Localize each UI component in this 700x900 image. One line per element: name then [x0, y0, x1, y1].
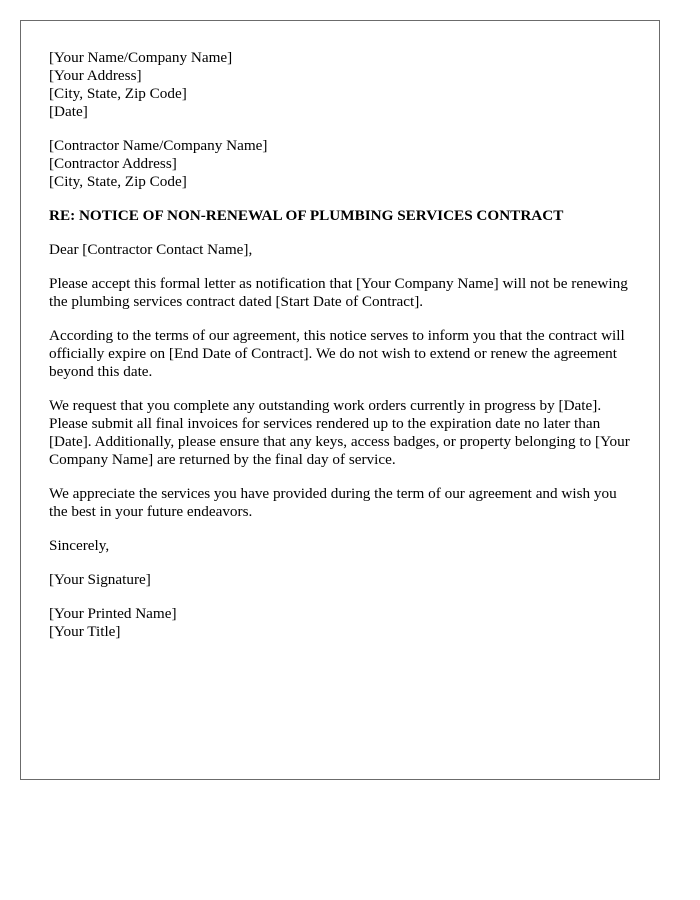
body-paragraph: We request that you complete any outstanding work orders currently in progress by [Date]. Please submit all final invoices for services rendered up to the expiration date no later than [Date]. Additionally, please ensure that any keys, access badges, or property belonging to [Your Company Name] are returned by the final day of service.: [49, 397, 630, 468]
letter-content: [49, 49, 639, 657]
letter-date: [Date]: [49, 103, 88, 120]
signer-title: [Your Title]: [49, 623, 121, 640]
closing: Sincerely,: [49, 537, 110, 554]
signature: [Your Signature]: [49, 571, 151, 588]
subject-line: RE: NOTICE OF NON-RENEWAL OF PLUMBING SERVICES CONTRACT: [49, 207, 564, 224]
sender-address: [Your Address]: [49, 67, 142, 84]
recipient-name: [Contractor Name/Company Name]: [49, 137, 268, 154]
printed-name: [Your Printed Name]: [49, 605, 177, 622]
recipient-address: [Contractor Address]: [49, 155, 177, 172]
sender-city: [City, State, Zip Code]: [49, 85, 187, 102]
letter-page: [20, 20, 660, 780]
body-paragraph: We appreciate the services you have provided during the term of our agreement and wish you the best in your future endeavors.: [49, 485, 617, 520]
recipient-block: [49, 137, 639, 191]
recipient-city: [City, State, Zip Code]: [49, 173, 187, 190]
signer-block: [49, 605, 639, 641]
sender-block: [49, 49, 639, 121]
sender-name: [Your Name/Company Name]: [49, 49, 233, 66]
body-paragraph: According to the terms of our agreement, this notice serves to inform you that the contract will officially expire on [End Date of Contract]. We do not wish to extend or renew the agreement beyond this date.: [49, 327, 625, 380]
body-paragraph: Please accept this formal letter as notification that [Your Company Name] will not be renewing the plumbing services contract dated [Start Date of Contract].: [49, 275, 628, 310]
salutation: Dear [Contractor Contact Name],: [49, 241, 253, 258]
